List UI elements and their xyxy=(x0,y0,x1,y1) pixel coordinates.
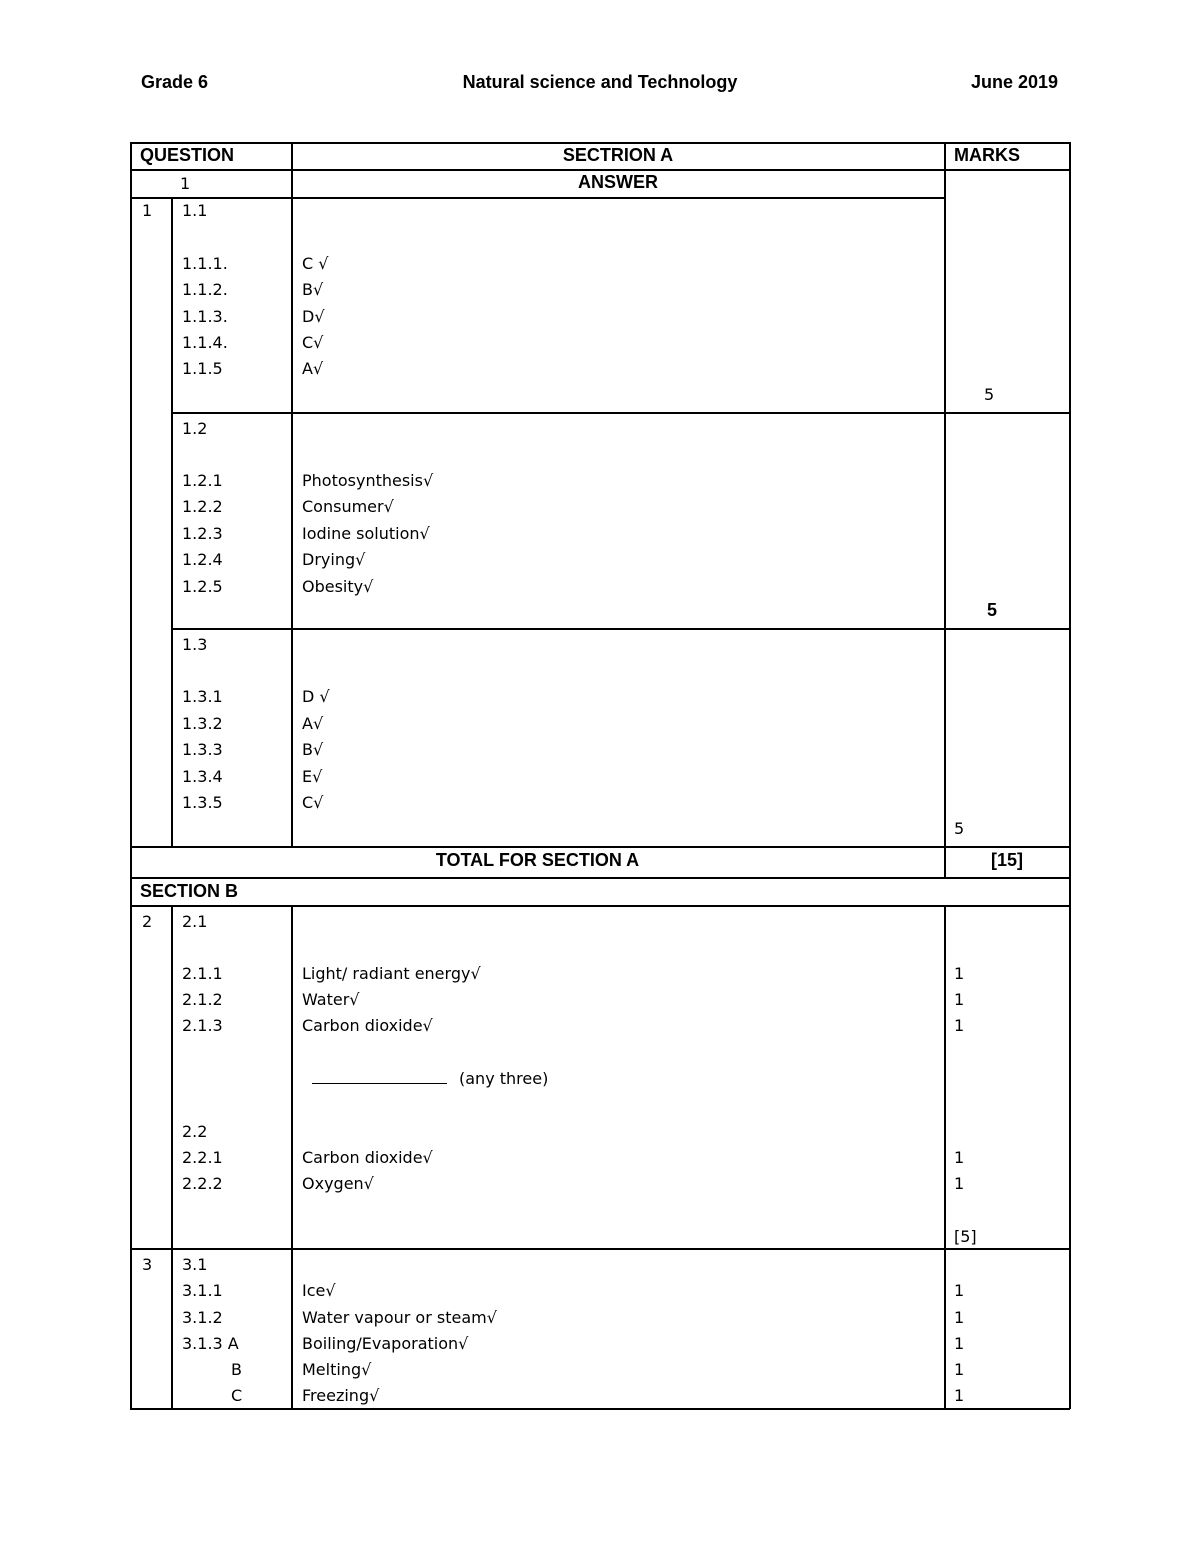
item-number: 2.2.1 xyxy=(182,1148,223,1167)
answer-note xyxy=(312,1069,548,1089)
item-number: 1.1.1. xyxy=(182,254,228,273)
answer-text: C√ xyxy=(302,333,324,352)
total-section-a-label: TOTAL FOR SECTION A xyxy=(435,850,640,870)
sub-question-label: 1.2 xyxy=(182,419,208,438)
item-number: 3.1.3 A xyxy=(182,1334,239,1353)
item-number: 1.3.1 xyxy=(182,687,223,706)
item-number: B xyxy=(231,1360,242,1379)
marks-value: 1 xyxy=(954,1148,965,1167)
marks-value: 1 xyxy=(954,1174,965,1193)
marks-column-header: MARKS xyxy=(954,145,1020,165)
answer-text: Consumer√ xyxy=(302,497,394,516)
question-3-number: 3 xyxy=(142,1255,153,1274)
answer-text: Boiling/Evaporation√ xyxy=(302,1334,469,1353)
item-number: 2.2.2 xyxy=(182,1174,223,1193)
answer-text: Water√ xyxy=(302,990,360,1009)
marks-value: 5 xyxy=(987,600,998,620)
answer-text: D√ xyxy=(302,307,325,326)
answer-text: C√ xyxy=(302,793,324,812)
section-a-header: SECTRION A xyxy=(562,145,674,165)
item-number: C xyxy=(231,1386,243,1405)
item-number: 2.1.2 xyxy=(182,990,223,1009)
item-number: 1.1.4. xyxy=(182,333,228,352)
answer-text: Obesity√ xyxy=(302,577,374,596)
item-number: 1.1.2. xyxy=(182,280,228,299)
marks-value: 1 xyxy=(954,1308,965,1327)
item-number: 1.2.5 xyxy=(182,577,223,596)
answer-text: Melting√ xyxy=(302,1360,372,1379)
answer-text: B√ xyxy=(302,740,324,759)
marks-value: 1 xyxy=(954,990,965,1009)
answer-text: C √ xyxy=(302,254,329,273)
sub-question-label: 2.1 xyxy=(182,912,208,931)
answer-text: Iodine solution√ xyxy=(302,524,430,543)
answer-text: Carbon dioxide√ xyxy=(302,1148,433,1167)
marks-value: 1 xyxy=(954,1334,965,1353)
answer-text: D √ xyxy=(302,687,330,706)
item-number: 1.3.2 xyxy=(182,714,223,733)
item-number: 3.1.1 xyxy=(182,1281,223,1300)
sub-question-label: 2.2 xyxy=(182,1122,208,1141)
section-b-header: SECTION B xyxy=(140,881,239,901)
item-number: 1.2.2 xyxy=(182,497,223,516)
answer-text: Light/ radiant energy√ xyxy=(302,964,481,983)
sub-question-label: 1.1 xyxy=(182,201,208,220)
total-section-a-value: [15] xyxy=(990,850,1023,870)
item-number: 1.3.5 xyxy=(182,793,223,812)
item-number: 2.1.1 xyxy=(182,964,223,983)
answer-text: Carbon dioxide√ xyxy=(302,1016,433,1035)
question-1-number: 1 xyxy=(142,201,153,220)
marks-value: 5 xyxy=(954,819,965,838)
exam-date: June 2019 xyxy=(970,72,1058,92)
marks-value: 1 xyxy=(954,1360,965,1379)
marks-value: 5 xyxy=(984,385,995,404)
sub-question-label: 3.1 xyxy=(182,1255,208,1274)
answer-text: A√ xyxy=(302,714,324,733)
question-number: 1 xyxy=(180,174,191,193)
answer-text: A√ xyxy=(302,359,324,378)
answer-text: B√ xyxy=(302,280,324,299)
answer-column-header: ANSWER xyxy=(578,172,658,192)
item-number: 1.3.3 xyxy=(182,740,223,759)
question-column-header: QUESTION xyxy=(140,145,235,165)
any-three-note: (any three) xyxy=(459,1069,549,1088)
marks-value: 1 xyxy=(954,1281,965,1300)
item-number: 1.3.4 xyxy=(182,767,223,786)
marks-value: 1 xyxy=(954,1386,965,1405)
item-number: 1.2.1 xyxy=(182,471,223,490)
sub-question-label: 1.3 xyxy=(182,635,208,654)
item-number: 1.1.3. xyxy=(182,307,228,326)
answer-text: Freezing√ xyxy=(302,1386,380,1405)
item-number: 1.1.5 xyxy=(182,359,223,378)
answer-text: Drying√ xyxy=(302,550,366,569)
subject-title: Natural science and Technology xyxy=(462,72,738,92)
item-number: 3.1.2 xyxy=(182,1308,223,1327)
question-2-total: [5] xyxy=(954,1227,977,1246)
item-number: 1.2.4 xyxy=(182,550,223,569)
answer-text: Photosynthesis√ xyxy=(302,471,434,490)
grade-label: Grade 6 xyxy=(141,72,209,92)
underline-blank xyxy=(312,1073,447,1084)
marks-value: 1 xyxy=(954,1016,965,1035)
answer-text: Water vapour or steam√ xyxy=(302,1308,497,1327)
question-2-number: 2 xyxy=(142,912,153,931)
item-number: 2.1.3 xyxy=(182,1016,223,1035)
answer-text: Ice√ xyxy=(302,1281,336,1300)
item-number: 1.2.3 xyxy=(182,524,223,543)
answer-text: E√ xyxy=(302,767,323,786)
answer-text: Oxygen√ xyxy=(302,1174,374,1193)
marks-value: 1 xyxy=(954,964,965,983)
